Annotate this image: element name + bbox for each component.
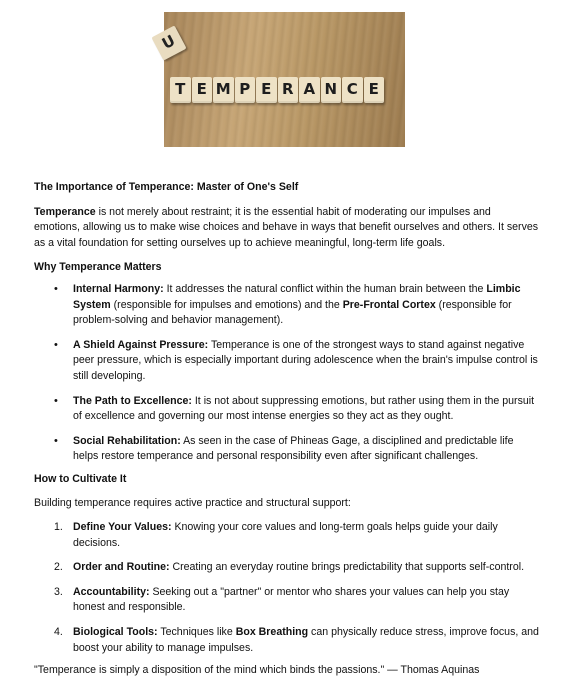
item-label: Internal Harmony: (73, 282, 164, 295)
item-text: (responsible for problem-solving and behavior management). (73, 298, 512, 327)
item-text: Creating an everyday routine brings predictability that supports self-control. (169, 561, 525, 574)
letter-tile: R (278, 77, 299, 103)
item-label: Define Your Values: (73, 521, 172, 534)
list-item (34, 338, 539, 385)
letter-tile: T (170, 77, 191, 103)
letter-tile: E (192, 77, 213, 103)
item-label: Accountability: (73, 585, 150, 598)
letter-tile: N (321, 77, 342, 103)
item-label: Biological Tools: (73, 626, 158, 639)
how-step-list (34, 520, 539, 656)
item-text: Seeking out a "partner" or mentor who shares your values can help you stay honest and responsible. (73, 585, 510, 614)
list-item (34, 585, 539, 616)
intro-text: is not merely about restraint; it is the essential habit of moderating our impulses and emotions, allowing us to make wise choices and behave in ways that benefit ourselves and others. It serves as a vital foundation for setting ourselves up to achieve meaningful, long-term life goals. (34, 205, 539, 249)
letter-tile: A (299, 77, 320, 103)
item-text: It addresses the natural conflict within the human brain between the (163, 282, 487, 295)
closing-quote: "Temperance is simply a disposition of the mind which binds the passions." — Thomas Aquinas (34, 664, 480, 677)
temperance-tile-row (170, 77, 384, 103)
step-number: 4. (54, 626, 63, 639)
letter-tile: U (151, 25, 186, 60)
bullet-icon: • (54, 394, 58, 407)
list-item (34, 625, 539, 656)
intro-paragraph (34, 205, 539, 252)
item-text: As seen in the case of Phineas Gage, a disciplined and predictable life helps restore temperance and personal responsibility even after significant challenges. (73, 434, 514, 463)
step-number: 1. (54, 521, 63, 534)
item-text: can physically reduce stress, improve focus, and boost your ability to manage impulses. (73, 626, 539, 654)
article-body (34, 180, 539, 679)
letter-tile: E (364, 77, 385, 103)
item-text: Temperance is one of the strongest ways to stand against negative peer pressure, which is especially important during adolescence when the brain's impulse control is still developing. (73, 338, 538, 382)
list-item (34, 520, 539, 551)
article-title: The Importance of Temperance: Master of One's Self (34, 181, 299, 193)
bullet-icon: • (54, 282, 58, 295)
how-lead: Building temperance requires active practice and structural support: (34, 496, 351, 509)
item-label: Order and Routine: (73, 561, 170, 574)
step-number: 3. (54, 585, 63, 598)
item-label: A Shield Against Pressure: (73, 338, 209, 351)
list-item (34, 560, 539, 576)
item-bold-term: Pre-Frontal Cortex (342, 298, 436, 311)
item-bold-term: Box Breathing (235, 626, 309, 639)
bullet-icon: • (54, 434, 58, 447)
why-bullet-list (34, 282, 539, 465)
list-item (34, 394, 539, 425)
list-item (34, 282, 539, 329)
intro-bold-term: Temperance (34, 205, 96, 218)
item-label: The Path to Excellence: (73, 394, 192, 407)
item-text: It is not about suppressing emotions, but rather using them in the pursuit of excellence and governing our most intense energies so they act as they ought. (73, 394, 535, 423)
letter-tile: P (235, 77, 256, 103)
item-label: Social Rehabilitation: (73, 434, 181, 447)
why-heading: Why Temperance Matters (34, 261, 162, 274)
letter-tile: E (256, 77, 277, 103)
item-text: Knowing your core values and long-term goals helps guide your daily decisions. (73, 521, 498, 549)
item-bold-term: Limbic System (73, 282, 521, 311)
bullet-icon: • (54, 338, 58, 351)
letter-tile: C (342, 77, 363, 103)
item-text: Techniques like (157, 626, 236, 639)
temperance-tiles-image (159, 12, 405, 147)
letter-tile: M (213, 77, 234, 103)
step-number: 2. (54, 561, 63, 574)
how-heading: How to Cultivate It (34, 472, 127, 485)
item-text: (responsible for impulses and emotions) and the (110, 298, 343, 311)
list-item (34, 434, 539, 465)
